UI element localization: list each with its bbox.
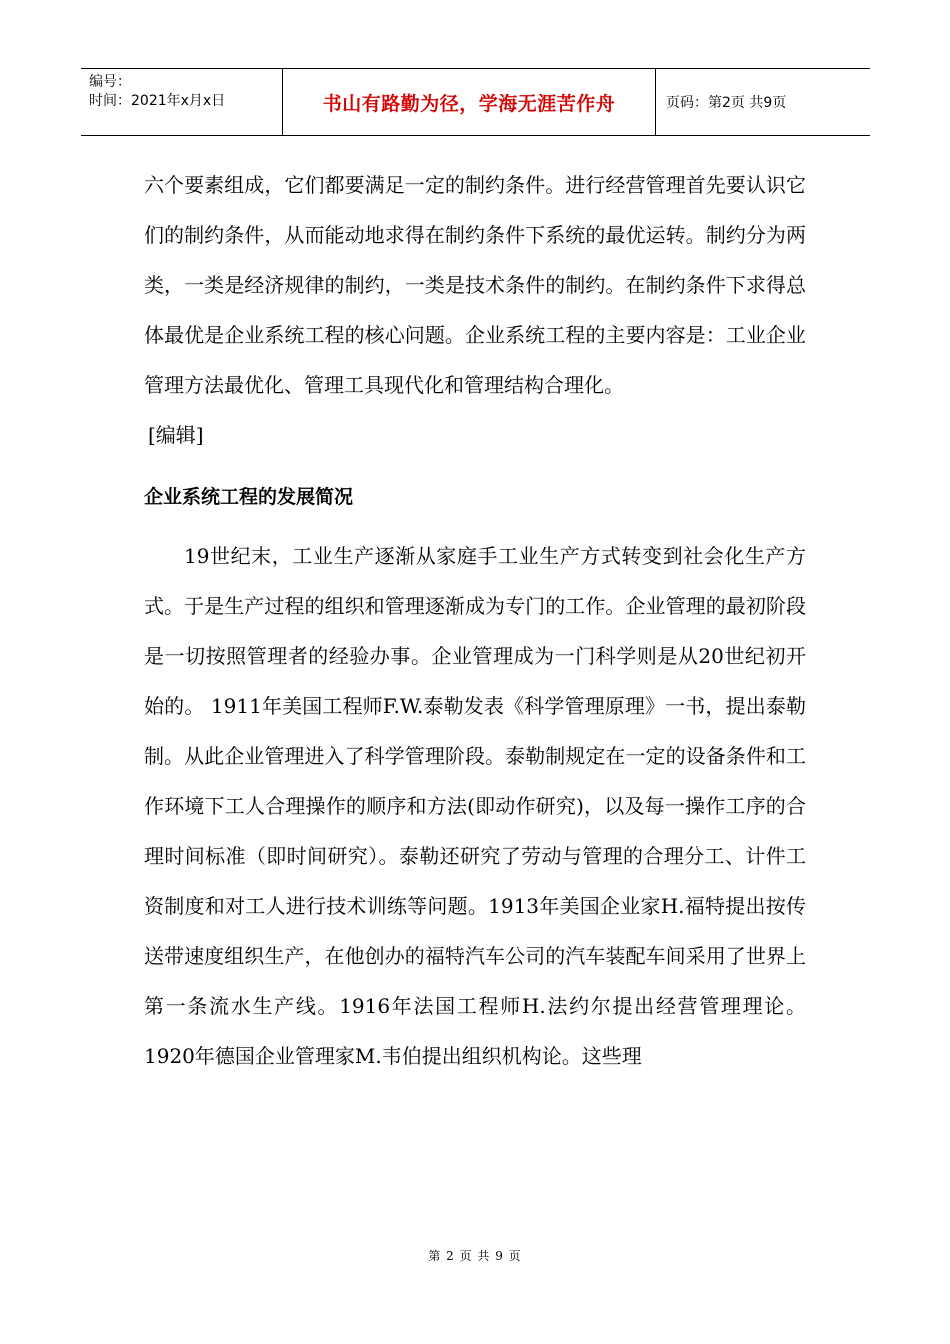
header-motto-cell [283, 69, 656, 135]
body-paragraph: 六个要素组成，它们都要满足一定的制约条件。进行经营管理首先要认识它们的制约条件，从而能动地求得在制约条件下系统的最优运转。制约分为两类，一类是经济规律的制约，一类是技术条件的制约。在制约条件下求得总体最优是企业系统工程的核心问题。企业系统工程的主要内容是：工业企业管理方法最优化、管理工具现代化和管理结构合理化。 [144, 173, 806, 397]
edit-link[interactable]: [编辑] [148, 423, 204, 447]
header-page-number: 页码：第2页 共9页 [666, 95, 787, 111]
document-date-label: 时间：2021年x月x日 [89, 93, 226, 109]
body-paragraph: 19世纪末，工业生产逐渐从家庭手工业生产方式转变到社会化生产方式。于是生产过程的组织和管理逐渐成为专门的工作。企业管理的最初阶段是一切按照管理者的经验办事。企业管理成为一门科学则是从20世纪初开始的。 1911年美国工程师F.W.泰勒发表《科学管理原理》一书，提出泰勒制。从此企业管理进入了科学管理阶段。泰勒制规定在一定的设备条件和工作环境下工人合理操作的顺序和方法(即动作研究)，以及每一操作工序的合理时间标准（即时间研究）。泰勒还研究了劳动与管理的合理分工、计件工资制度和对工人进行技术训练等问题。1913年美国企业家H.福特提出按传送带速度组织生产，在他创办的福特汽车公司的汽车装配车间采用了世界上第一条流水生产线。1916年法国工程师H.法约尔提出经营管理理论。1920年德国企业管理家M.韦伯提出组织机构论。这些理 [144, 544, 806, 1068]
document-body [144, 160, 806, 1081]
header-page-cell [656, 69, 870, 135]
page-footer: 第 2 页 共 9 页 [428, 1249, 522, 1263]
document-number-label: 编号： [89, 74, 131, 90]
header-meta-cell [81, 69, 283, 135]
header-motto: 书山有路勤为径，学海无涯苦作舟 [322, 92, 616, 115]
section-heading: 企业系统工程的发展简况 [144, 486, 354, 508]
page-header [81, 68, 870, 136]
